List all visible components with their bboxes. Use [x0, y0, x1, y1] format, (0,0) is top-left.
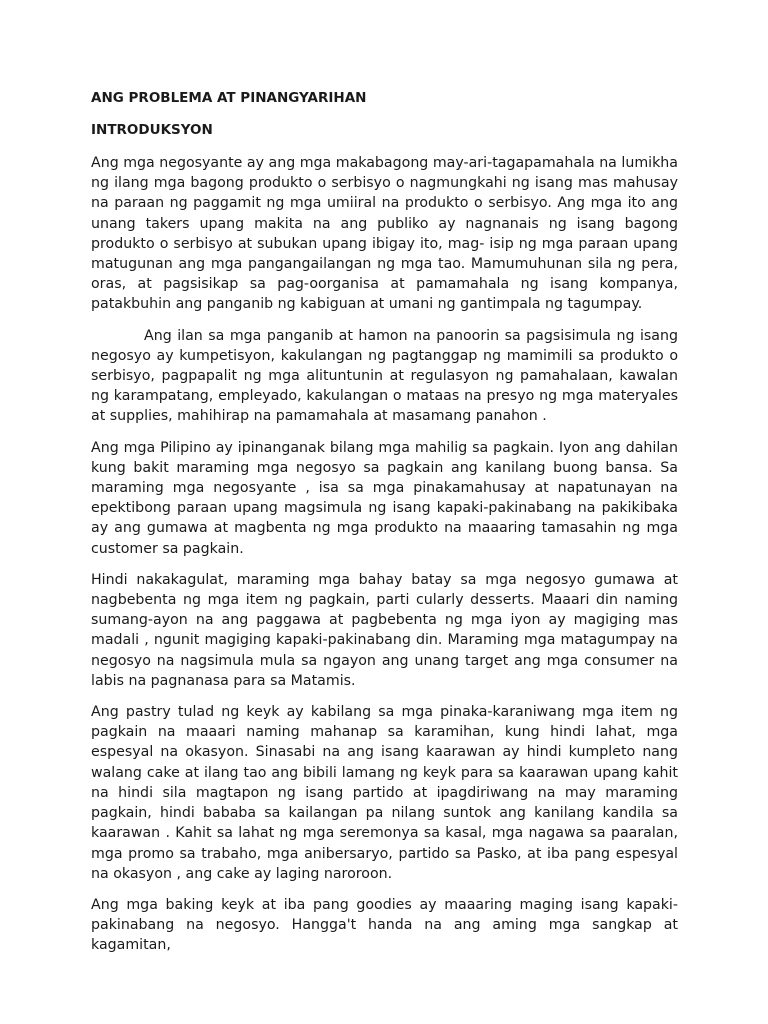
paragraph-1: Ang mga negosyante ay ang mga makabagong may-ari-tagapamahala na lumikha ng ilang mga bagong produkto o serbisyo o nagmungkahi ng isang mas mahusay na paraan ng paggamit ng mga umiiral na produkto o serbisyo. Ang mga ito ang unang takers upang makita na ang publiko ay nagnanais ng isang bagong produkto o serbisyo at subukan upang ibigay ito, mag- isip ng mga paraan upang matugunan ang mga pangangailangan ng mga tao. Mamumuhunan sila ng pera, oras, at pagsisikap sa pag-oorganisa at pamamahala ng isang kompanya, patakbuhin ang panganib ng kabiguan at umani ng gantimpala ng tagumpay.: [91, 155, 678, 313]
document-page: [91, 88, 678, 967]
paragraph-3: Ang mga Pilipino ay ipinanganak bilang mga mahilig sa pagkain. Iyon ang dahilan kung bakit maraming mga negosyo sa pagkain ang kanilang buong bansa. Sa maraming mga negosyante , isa sa mga pinakamahusay at napatunayan na epektibong paraan upang magsimula ng isang kapaki-pakinabang na pakikibaka ay ang gumawa at magbenta ng mga produkto na maaaring tamasahin ng mga customer sa pagkain.: [91, 439, 678, 557]
paragraph-5: Ang pastry tulad ng keyk ay kabilang sa mga pinaka-karaniwang mga item ng pagkain na maaari naming mahanap sa karamihan, kung hindi lahat, mga espesyal na okasyon. Sinasabi na ang isang kaarawan ay hindi kumpleto nang walang cake at ilang tao ang bibili lamang ng keyk para sa kaarawan upang kahit na hindi sila magtapon ng isang partido at ipagdiriwang na may maraming pagkain, hindi bababa sa kailangan pa nilang suntok ang kanilang kandila sa kaarawan . Kahit sa lahat ng mga seremonya sa kasal, mga nagawa sa paaralan, mga promo sa trabaho, mga anibersaryo, partido sa Pasko, at iba pang espesyal na okasyon , ang cake ay laging naroroon.: [91, 704, 678, 882]
paragraph-4: Hindi nakakagulat, maraming mga bahay batay sa mga negosyo gumawa at nagbebenta ng mga item ng pagkain, parti cularly desserts. Maaari din naming sumang-ayon na ang paggawa at pagbebenta ng mga iyon ay magiging mas madali , ngunit magiging kapaki-pakinabang din. Maraming mga matagumpay na negosyo na nagsimula mula sa ngayon ang unang target ang mga consumer na labis na pagnanasa para sa Matamis.: [91, 571, 678, 689]
section-heading: INTRODUKSYON: [91, 122, 213, 138]
document-title: ANG PROBLEMA AT PINANGYARIHAN: [91, 90, 367, 106]
paragraph-6: Ang mga baking keyk at iba pang goodies ay maaaring maging isang kapaki-pakinabang na negosyo. Hangga't handa na ang aming mga sangkap at kagamitan,: [91, 896, 678, 954]
paragraph-2: Ang ilan sa mga panganib at hamon na panoorin sa pagsisimula ng isang negosyo ay kumpetisyon, kakulangan ng pagtanggap ng mamimili sa produkto o serbisyo, pagpapalit ng mga alituntunin at regulasyon ng pamahalaan, kawalan ng karampatang, empleyado, kakulangan o mataas na presyo ng mga materyales at supplies, mahihirap na pamamahala at masamang panahon .: [91, 327, 678, 425]
